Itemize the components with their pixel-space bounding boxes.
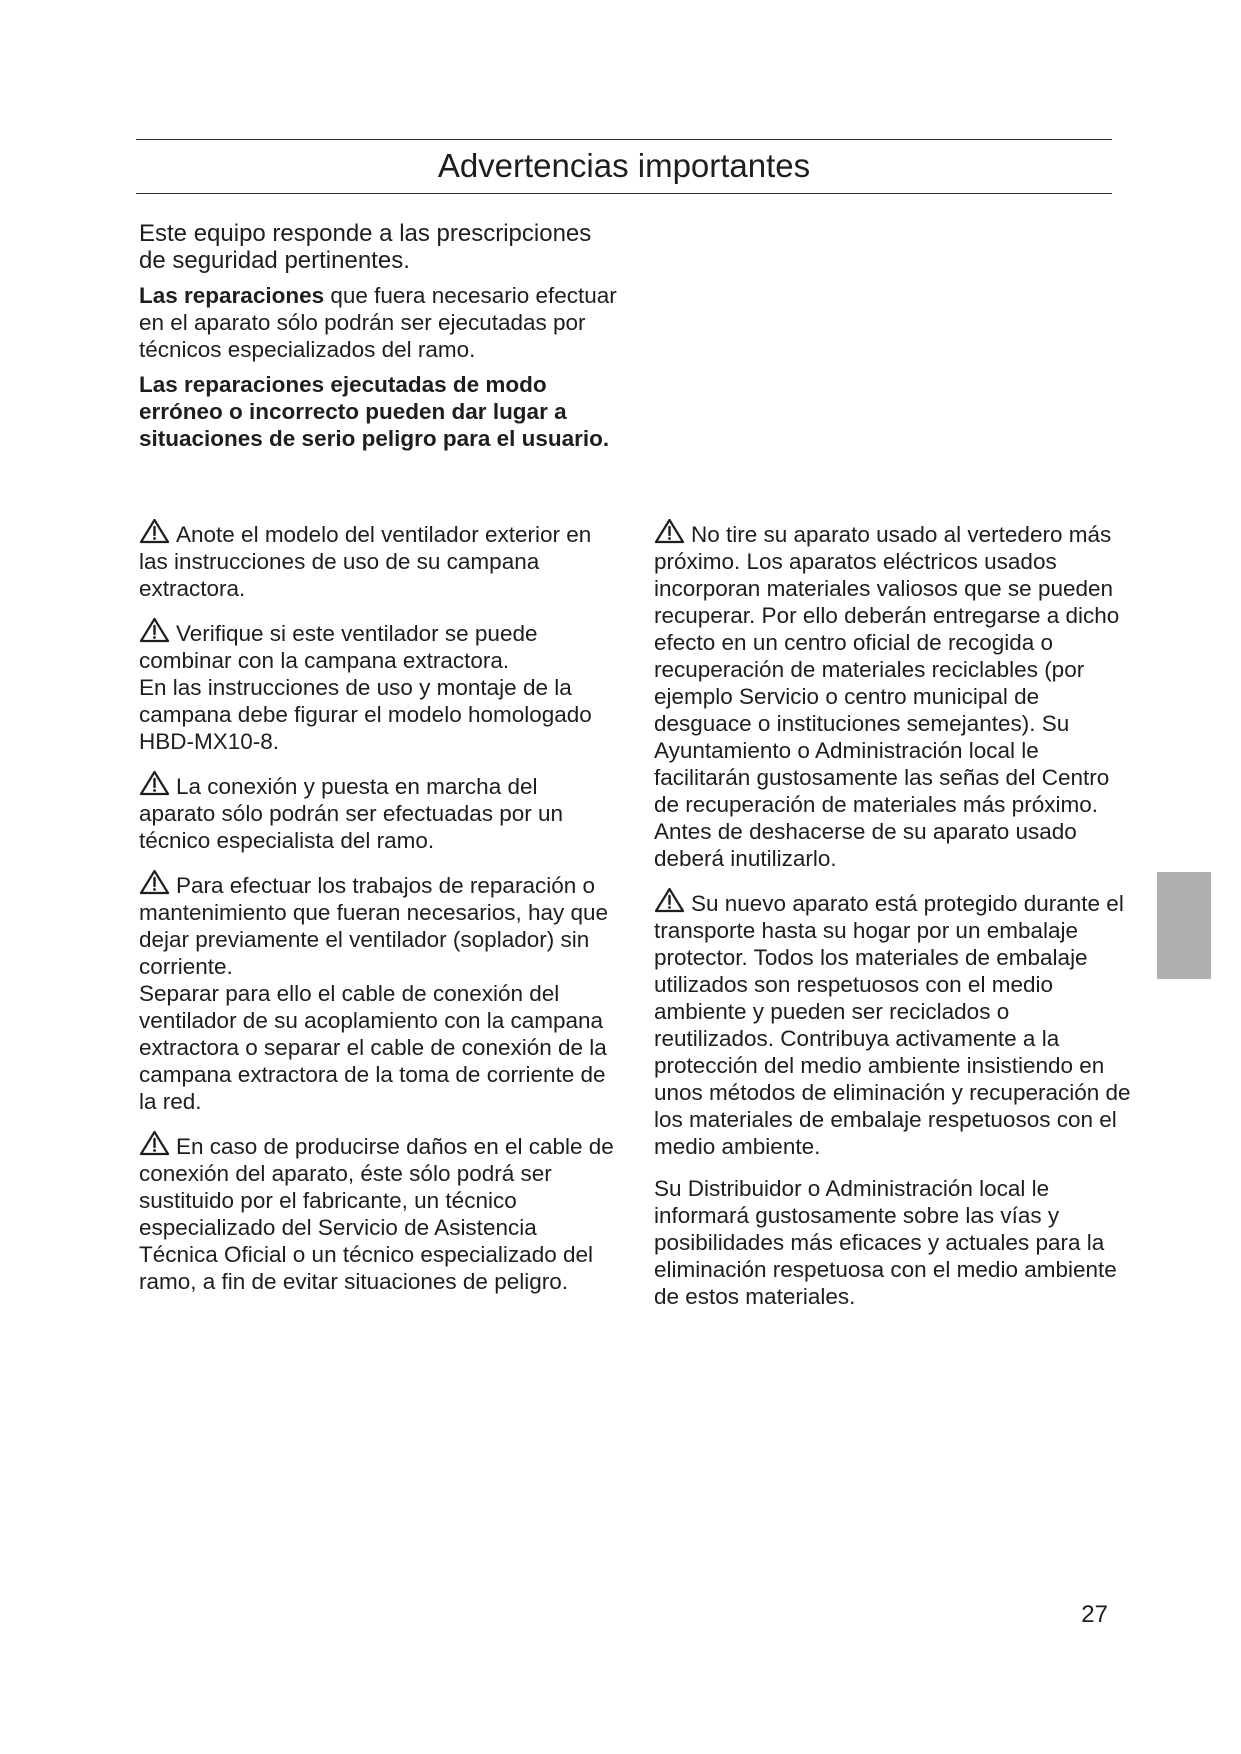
header-rule-bottom [136,193,1112,194]
warning-note-model [139,518,619,602]
page-number: 27 [1081,1601,1108,1628]
warning-note-disposal [654,518,1132,872]
warning-note-cable-damage-text: En caso de producirse daños en el cable de conexión del aparato, éste sólo podrá ser sustituido por el fabricante, un técnico especializado del Servicio de Asistencia Técnica Oficial o un técnico especializado del ramo, a fin de evitar situaciones de peligro. [139,1134,614,1294]
warning-note-packaging-text: Su nuevo aparato está protegido durante el transporte hasta su hogar por un embalaje protector. Todos los materiales de embalaje utilizados son respetuosos con el medio ambiente y pueden ser reciclados o reutilizados. Contribuya activamente a la protección del medio ambiente insistiendo en unos métodos de eliminación y recuperación de los materiales de embalaje respetuosos con el medio ambiente. [654,891,1131,1159]
left-column [139,518,619,1310]
warning-triangle-icon [139,770,170,796]
warning-note-connection-text: La conexión y puesta en marcha del aparato sólo podrán ser efectuadas por un técnico especialista del ramo. [139,774,564,853]
warning-note-maintenance [139,869,619,980]
warning-note-packaging [654,887,1132,1160]
intro-lead-paragraph: Este equipo responde a las prescripciones de seguridad pertinentes. [139,220,592,274]
warning-note-compatibility [139,617,619,674]
warning-triangle-icon [139,518,170,544]
compatibility-continuation: En las instrucciones de uso y montaje de la campana debe figurar el modelo homologado HBD-MX10-8. [139,675,592,754]
warning-note-cable-damage [139,1130,619,1295]
danger-warning-paragraph: Las reparaciones ejecutadas de modo erróneo o incorrecto pueden dar lugar a situaciones de serio peligro para el usuario. [139,372,610,451]
warning-note-model-text: Anote el modelo del ventilador exterior en las instrucciones de uso de su campana extractora. [139,522,592,601]
warning-triangle-icon [139,869,170,895]
section-tab-marker [1157,872,1211,979]
warning-note-disposal-text: No tire su aparato usado al vertedero más próximo. Los aparatos eléctricos usados incorporan materiales valiosos que se pueden recuperar. Por ello deberán entregarse a dicho efecto en un centro oficial de recogida o recuperación de materiales reciclables (por ejemplo Servicio o centro municipal de desguace o instituciones semejantes). Su Ayuntamiento o Administración local le facilitarán gustosamente las señas del Centro de recuperación de materiales más próximo. Antes de deshacerse de su aparato usado deberá inutilizarlo. [654,522,1120,871]
intro-section [139,220,619,460]
page-title: Advertencias importantes [437,147,811,184]
repairs-paragraph [139,282,619,363]
header-rule-top [136,139,1112,140]
warning-note-compatibility-text: Verifique si este ventilador se puede combinar con la campana extractora. [139,621,538,673]
warning-triangle-icon [139,1130,170,1156]
warning-note-connection [139,770,619,854]
warning-triangle-icon [139,617,170,643]
warning-triangle-icon [654,518,685,544]
right-column [654,518,1132,1325]
warning-triangle-icon [654,887,685,913]
warning-note-maintenance-text: Para efectuar los trabajos de reparación o mantenimiento que fueran necesarios, hay que dejar previamente el ventilador (soplador) sin corriente. [139,873,609,979]
distributor-note: Su Distribuidor o Administración local le informará gustosamente sobre las vías y posibilidades más eficaces y actuales para la eliminación respetuosa con el medio ambiente de estos materiales. [654,1176,1117,1309]
repairs-text: que fuera necesario efectuar en el aparato sólo podrán ser ejecutadas por técnicos especializados del ramo. [139,283,617,362]
repairs-bold-term: Las reparaciones [139,283,325,308]
maintenance-continuation: Separar para ello el cable de conexión del ventilador de su acoplamiento con la campana extractora o separar el cable de conexión de la campana extractora de la toma de corriente de la red. [139,981,607,1114]
